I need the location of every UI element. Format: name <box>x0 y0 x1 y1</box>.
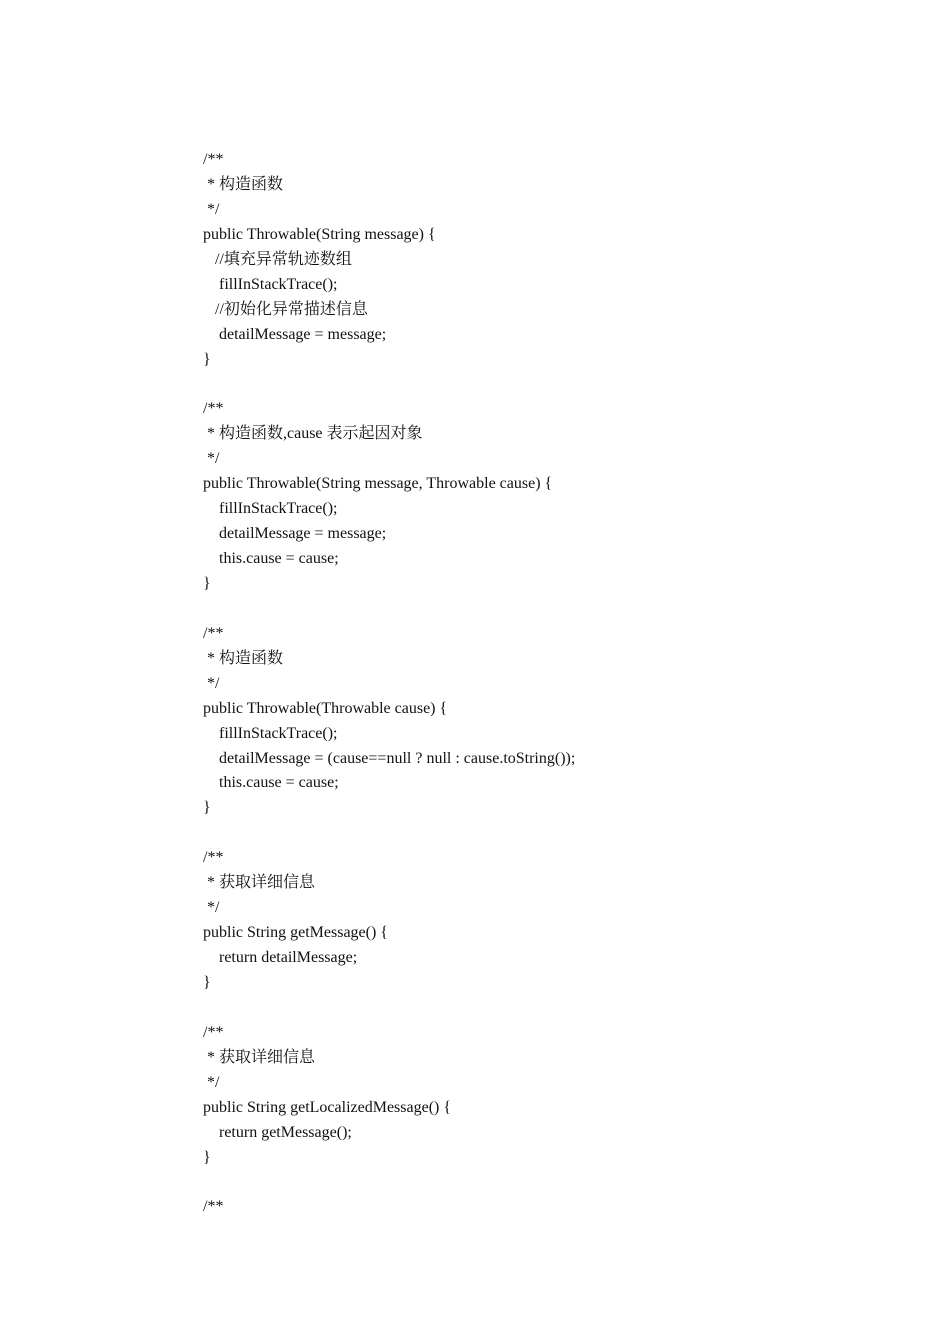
code-line: public Throwable(Throwable cause) { <box>203 699 448 717</box>
code-line: this.cause = cause; <box>203 774 339 792</box>
code-line: /** <box>203 624 224 642</box>
code-line: fillInStackTrace(); <box>203 724 338 742</box>
code-line: /** <box>203 400 224 418</box>
code-line: public String getMessage() { <box>203 924 388 942</box>
code-line: public String getLocalizedMessage() { <box>203 1098 452 1116</box>
code-line: * 获取详细信息 <box>203 874 316 892</box>
code-line: } <box>203 973 211 991</box>
code-line: this.cause = cause; <box>203 550 339 567</box>
code-line <box>203 1170 903 1195</box>
code-line: //初始化异常描述信息 <box>203 300 368 318</box>
code-line: return getMessage(); <box>203 1123 352 1141</box>
code-line: * 构造函数 <box>203 649 284 667</box>
code-line: return detailMessage; <box>203 949 358 966</box>
code-line: fillInStackTrace(); <box>203 500 338 518</box>
code-line <box>203 996 903 1021</box>
code-line: } <box>203 799 211 817</box>
code-line: } <box>203 574 211 592</box>
code-line: } <box>203 1148 211 1166</box>
code-line: * 获取详细信息 <box>203 1048 316 1066</box>
code-line: */ <box>203 1073 220 1091</box>
code-line: /** <box>203 151 224 168</box>
code-line <box>203 821 903 846</box>
code-line: //填充异常轨迹数组 <box>203 250 352 268</box>
code-line: public Throwable(String message) { <box>203 225 436 243</box>
code-line: */ <box>203 200 220 218</box>
code-line: detailMessage = message; <box>203 525 387 543</box>
code-line <box>203 372 903 397</box>
code-line: detailMessage = message; <box>203 325 387 343</box>
code-line: * 构造函数,cause 表示起因对象 <box>203 425 423 443</box>
code-line: fillInStackTrace(); <box>203 275 338 293</box>
code-line: */ <box>203 674 220 692</box>
code-line: public Throwable(String message, Throwable cause) { <box>203 475 553 493</box>
code-line: */ <box>203 899 220 917</box>
code-line: /** <box>203 849 224 867</box>
code-line: } <box>203 350 211 368</box>
code-line: * 构造函数 <box>203 175 284 193</box>
code-line <box>203 597 903 622</box>
code-line: detailMessage = (cause==null ? null : cause.toString()); <box>203 749 576 767</box>
code-listing <box>203 148 903 1220</box>
code-line: */ <box>203 450 220 468</box>
code-line: /** <box>203 1023 224 1041</box>
code-line: /** <box>203 1198 224 1216</box>
